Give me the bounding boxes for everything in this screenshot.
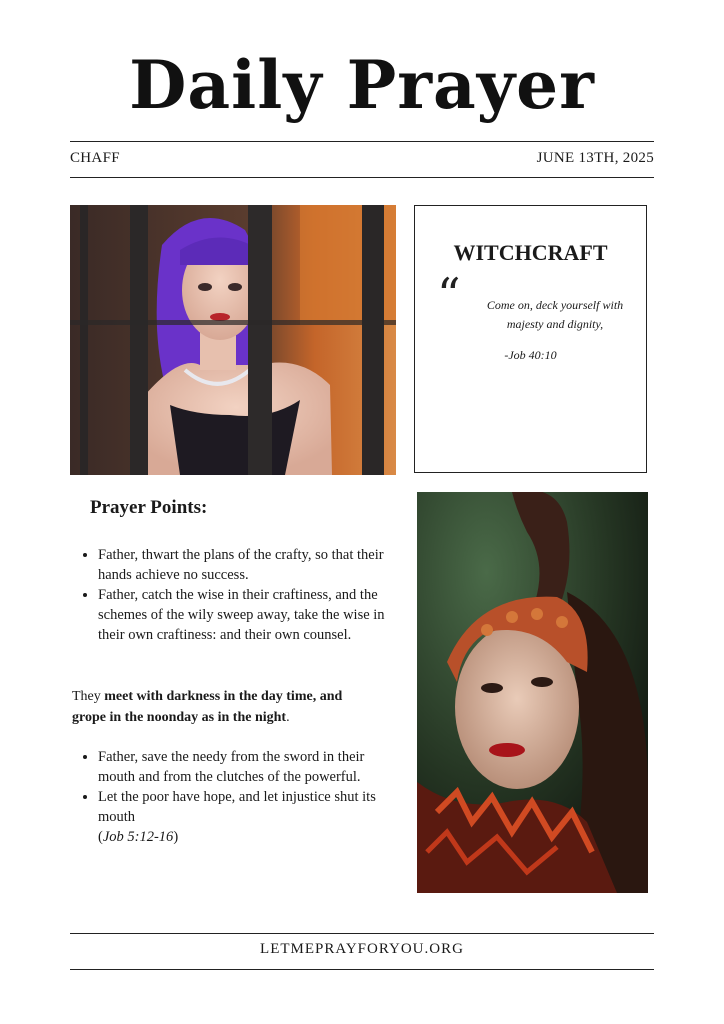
prayer-points-heading: Prayer Points:	[90, 497, 208, 518]
list-item: • Father, save the needy from the sword in their mouth and from the clutches of the powerful.	[98, 747, 398, 787]
citation-open: (	[98, 829, 103, 845]
header-bottom-rule	[70, 177, 654, 178]
list-item: • Father, thwart the plans of the crafty, so that their hands achieve no success.	[98, 545, 398, 585]
scripture-suffix: .	[286, 710, 290, 725]
scripture-paragraph	[72, 686, 372, 728]
header-top-rule	[70, 141, 654, 142]
quote-box	[414, 205, 647, 473]
scripture-bold: meet with darkness in the day time, and grope in the noonday as in the night	[72, 689, 343, 725]
horned-costume-portrait-photo	[417, 492, 648, 893]
quote-text: Come on, deck yourself with majesty and dignity,	[486, 298, 624, 331]
footer-bottom-rule	[70, 969, 654, 970]
prayer-points-list-a	[82, 545, 398, 645]
header-date: JUNE 13TH, 2025	[536, 150, 654, 166]
scripture-prefix: They	[72, 689, 105, 704]
prayer-points-list-b	[82, 747, 398, 847]
citation-ref: Job 5:12-16	[102, 829, 174, 845]
woman-behind-bars-photo	[70, 205, 396, 475]
citation-close: )	[173, 829, 179, 845]
page-title: Daily Prayer	[129, 46, 595, 124]
list-item	[98, 787, 398, 847]
quote-reference: -Job 40:10	[504, 348, 557, 362]
list-item: • Father, catch the wise in their craftiness, and the schemes of the wily sweep away, take the wise in their own craftiness: and their own counsel.	[98, 585, 398, 645]
quote-mark: “	[437, 268, 461, 322]
header-left-label: CHAFF	[70, 150, 120, 166]
quote-title: WITCHCRAFT	[453, 240, 608, 265]
list-item-text: Let the poor have hope, and let injustice shut its mouth	[98, 789, 376, 825]
footer-top-rule	[70, 933, 654, 934]
citation	[98, 829, 178, 845]
footer-url: LETMEPRAYFORYOU.ORG	[260, 941, 464, 957]
